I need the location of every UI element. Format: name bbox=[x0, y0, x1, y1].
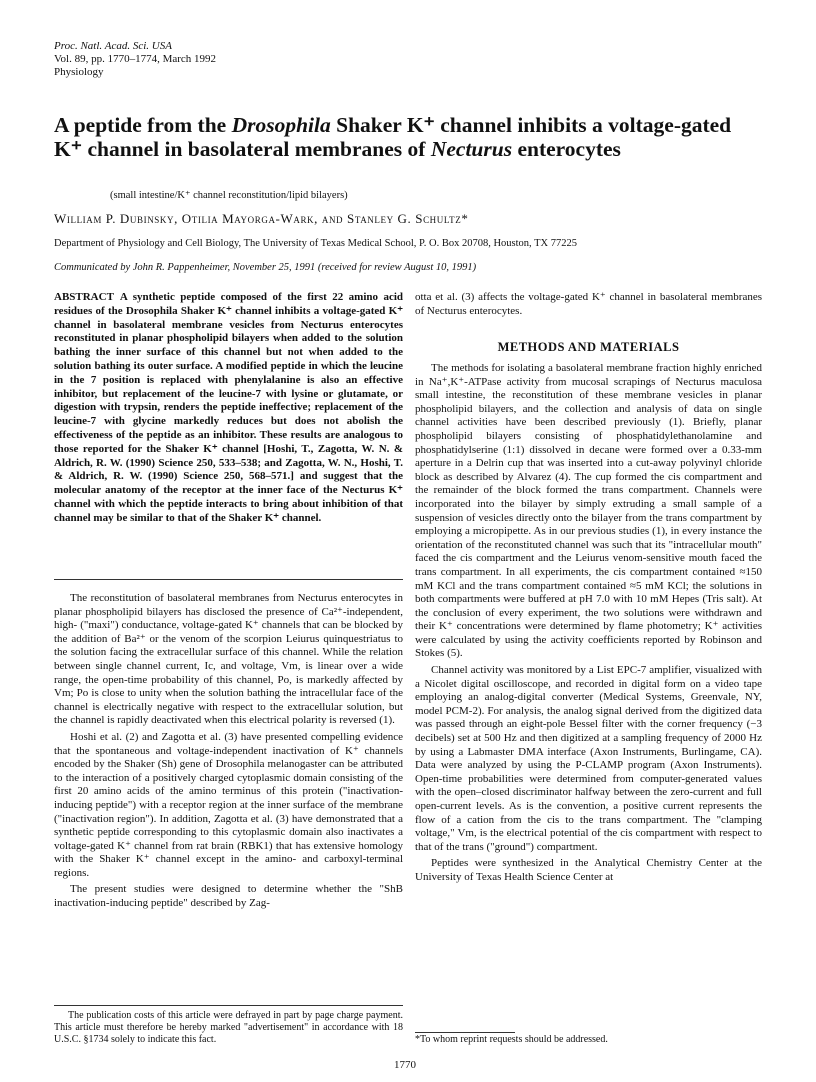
article-title bbox=[54, 113, 754, 161]
title-text-1: A peptide from the bbox=[54, 113, 232, 137]
abstract bbox=[54, 291, 403, 526]
methods-paragraph: Peptides were synthesized in the Analytical Chemistry Center at the University of Texas Health Science Center at bbox=[415, 857, 762, 883]
title-italic-2: Necturus bbox=[430, 137, 513, 161]
keywords: (small intestine/K⁺ channel reconstitution/lipid bilayers) bbox=[110, 190, 348, 201]
page-number: 1770 bbox=[394, 1059, 416, 1071]
body-paragraph: The reconstitution of basolateral membranes from Necturus enterocytes in planar phospholipid bilayers has disclosed the presence of Ca²⁺-independent, high- ("maxi") conductance, voltage-gated K⁺ channels that can be blocked by the addition of Ba²⁺ or the venom of the scorpion Leiurus quinquestriatus to the solution facing the extracellular surface of this channel. While the relation between single channel current, Ic, and voltage, Vm, is linear over a wide range, the open-time probability of this channel, Po, is markedly affected by Vm; Po is close to unity when the solution bathing the intracellular face of the channel is electrically negative with respect to the extracellular solution, but the channel is rapidly deactivated when this electrical polarity is reversed (1). bbox=[54, 592, 403, 727]
section-label: Physiology bbox=[54, 66, 104, 78]
publication-cost-footnote: The publication costs of this article were defrayed in part by page charge payment. This article must therefore be hereby marked "advertisement" in accordance with 18 U.S.C. §1734 solely to indicate this fact. bbox=[54, 1010, 403, 1045]
intro-column bbox=[54, 592, 403, 914]
journal-header bbox=[54, 40, 216, 79]
methods-paragraph: The methods for isolating a basolateral membrane fraction highly enriched in Na⁺,K⁺-ATPase activity from mucosal scrapings of Necturus maculosa small intestine, the reconstitution of these membrane vesicles in planar phospholipid bilayers, and the collection and analysis of data on single channel activities have been described previously (1). Briefly, planar phospholipid bilayers consisting of phosphatidylethanolamine and phosphatidylserine (1:1) dissolved in decane were formed over a 0.33-mm aperture in a Delrin cup that was inserted into a cut-away polyvinyl chloride block as described by Alvarez (4). The cup formed the cis compartment and the remainder of the block formed the trans compartment. Channels were incorporated into the bilayer by simply extruding a small sample of a suspension of vesicles directly onto the bilayer from the trans compartment by employing a micropipette. As in our previous studies (1), in every instance the orientation of the reconstituted channel was such that its "intracellular mouth" faced the cis compartment and the Leiurus venom-sensitive mouth faced the trans compartment. In all experiments, the cis compartment contained ≈150 mM KCl and the trans compartment contained ≈5 mM KCl; the solutions in both compartments were buffered at pH 7.0 with 10 mM Hepes (Tris salt). At the conclusion of every experiment, the two solutions were withdrawn and their K⁺ concentrations were determined by flame photometry; K⁺ activities were calculated by using the activity coefficients reported by Robinson and Stokes (5). bbox=[415, 362, 762, 660]
title-text-3: enterocytes bbox=[512, 137, 621, 161]
footnote-divider-right bbox=[415, 1032, 515, 1033]
title-italic-1: Drosophila bbox=[231, 113, 331, 137]
footnote-divider bbox=[54, 1005, 403, 1006]
reprint-footnote: *To whom reprint requests should be addressed. bbox=[415, 1034, 608, 1045]
title-text-2: Shaker K⁺ channel inhibits a voltage-gated K⁺ channel in basolateral membranes of bbox=[54, 113, 732, 161]
abstract-text: A synthetic peptide composed of the first 22 amino acid residues of the Drosophila Shaker K⁺ channel inhibits a voltage-gated K⁺ channel in basolateral membrane vesicles from Necturus enterocytes reconstituted in planar phospholipid bilayers when added to the solution bathing the inner surface of this channel but not when added to the solution bathing its outer surface. A modified peptide in which the leucine in the 7 position is replaced with phenylalanine is also an effective inhibitor, but replacement of the leucine-7 with lysine or glutamate, or digestion with trypsin, renders the peptide ineffective; replacement of the leucine-7 with glycine markedly reduces but does not abolish the effectiveness of the peptide as an inhibitor. These results are analogous to those reported for the Shaker K⁺ channel [Hoshi, T., Zagotta, W. N. & Aldrich, R. W. (1990) Science 250, 533–538; and Zagotta, W. N., Hoshi, T. & Aldrich, R. W. (1990) Science 250, 568–571.] and suggest that the molecular anatomy of the receptor at the inner face of the Necturus K⁺ channel with which the peptide interacts to bring about inhibition of that channel may be similar to that of the Shaker K⁺ channel. bbox=[54, 291, 403, 524]
abstract-divider bbox=[54, 579, 403, 580]
authors: William P. Dubinsky, Otilia Mayorga-Wark, and Stanley G. Schultz* bbox=[54, 211, 469, 226]
affiliation: Department of Physiology and Cell Biology, The University of Texas Medical School, P. O. Box 20708, Houston, TX 77225 bbox=[54, 238, 577, 249]
body-paragraph: Hoshi et al. (2) and Zagotta et al. (3) have presented compelling evidence that the spontaneous and voltage-independent inactivation of K⁺ channels encoded by the Shaker (Sh) gene of Drosophila melanogaster can be attributed to the interaction of a positively charged cytoplasmic domain consisting of the first 20 amino acids of the amino terminus of this protein ("inactivation-inducing peptide") with a receptor region at the inner surface of the membrane ("inactivation region"). In addition, Zagotta et al. (3) have demonstrated that a synthetic peptide corresponding to this cytoplasmic domain also inactivates a voltage-gated K⁺ channel from rat brain (RBK1) that has extensive homology with the Shaker K⁺ channel except in the amino- and carboxyl-terminal regions. bbox=[54, 730, 403, 879]
continued-paragraph: otta et al. (3) affects the voltage-gated K⁺ channel in basolateral membranes of Necturus enterocytes. bbox=[415, 291, 762, 317]
section-heading: METHODS AND MATERIALS bbox=[497, 340, 680, 354]
methods-column bbox=[415, 362, 762, 888]
abstract-label: ABSTRACT bbox=[54, 291, 114, 303]
communicated-by: Communicated by John R. Pappenheimer, November 25, 1991 (received for review August 10, 1991) bbox=[54, 262, 477, 273]
volume-info: Vol. 89, pp. 1770–1774, March 1992 bbox=[54, 53, 217, 65]
body-paragraph: The present studies were designed to determine whether the "ShB inactivation-inducing peptide" described by Zag- bbox=[54, 883, 403, 910]
methods-paragraph: Channel activity was monitored by a List EPC-7 amplifier, visualized with a Nicolet digital oscilloscope, and recorded in digital form on a video tape employing an analog-digital converter (Medical Systems, Greenvale, NY, model PCM-2). For analysis, the analog signal derived from the digitized data was passed through an eight-pole Bessel filter with the corner frequency (−3 decibels) set at 500 Hz and then digitized at a sampling frequency of 2000 Hz by using a Labmaster DMA interface (Axon Instruments, Burlingame, CA). Data were analyzed by using the P-CLAMP program (Axon Instruments). Open-time probabilities were determined from computer-generated values with the open–closed discriminator halfway between the zero-current and full open-current levels. As is the convention, a positive current represents the flow of a cation from the cis to the trans compartment. The "clamping voltage," Vm, is the electrical potential of the cis compartment with respect to that of the trans ("ground") compartment. bbox=[415, 664, 762, 853]
journal-name: Proc. Natl. Acad. Sci. USA bbox=[54, 40, 172, 52]
